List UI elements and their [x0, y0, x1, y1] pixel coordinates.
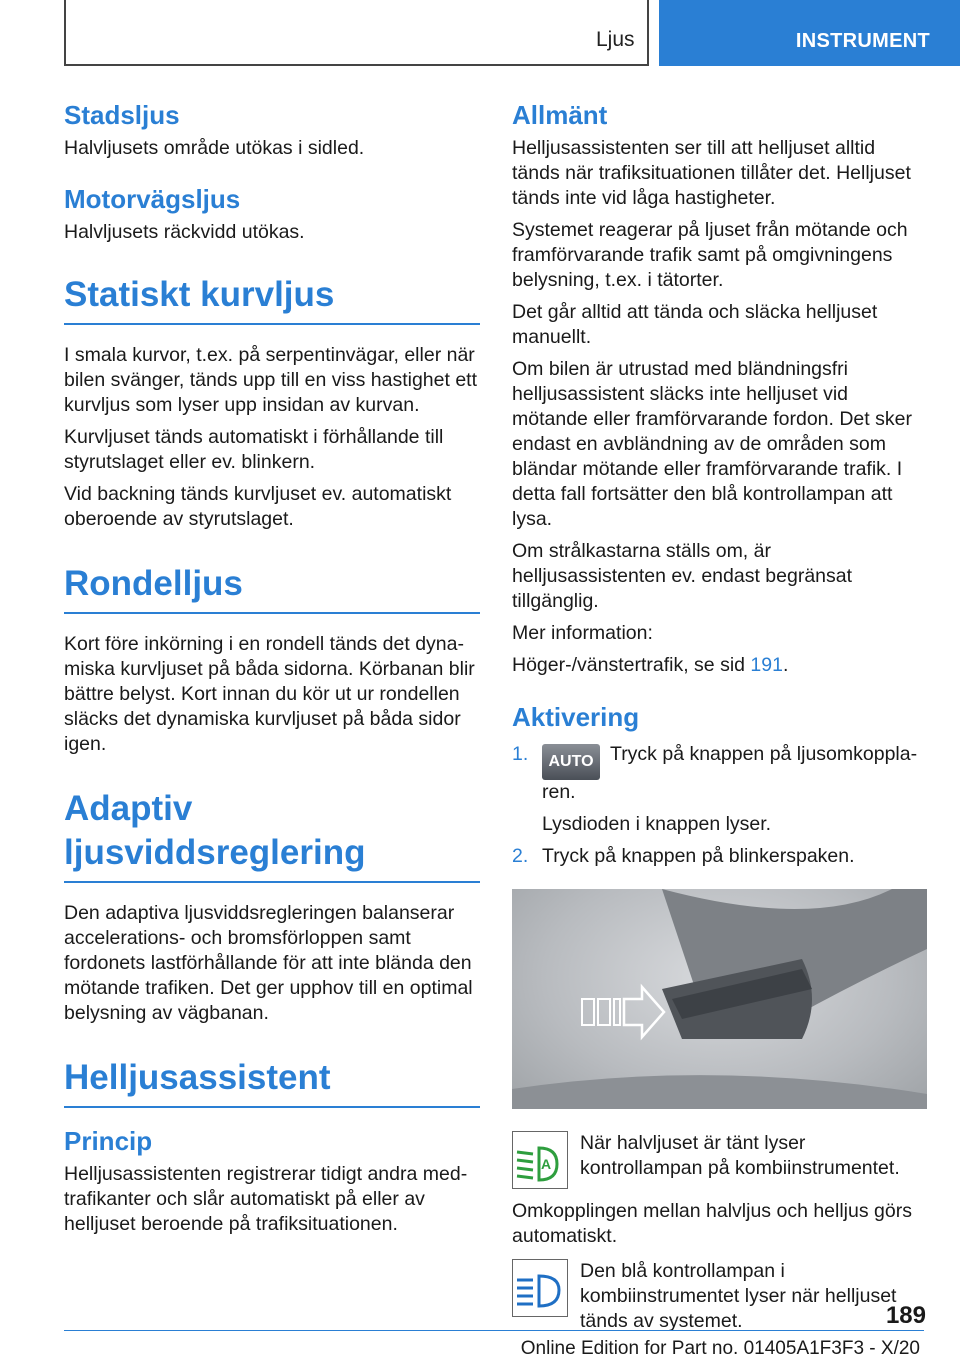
text-motorvagsljus: Halvljusets räckvidd utökas. [64, 221, 305, 243]
text-low-beam-indicator: När halvljuset är tänt lyser kontrollampan på kombiinstrumentet. [580, 1132, 900, 1179]
text-allmant-1: Helljusassistenten ser till att helljuset alltid tänds när trafiksituationen tillåter det. Helljuset tänds inte vid låga hastigheter. [512, 137, 911, 209]
step-2 [512, 844, 924, 869]
lever-illustration [512, 889, 927, 1109]
cross-ref-end: . [782, 654, 789, 676]
step-1-number: 1. [512, 743, 529, 765]
step-2-number: 2. [512, 845, 529, 867]
cross-ref-text: Höger-/vänstertrafik, se sid [512, 654, 751, 676]
text-allmant-4: Om bilen är utrustad med bländningsfri helljusassistent släcks inte helljuset vid mötande eller framförvarande fordon. Det sker endast en avbländning av de områden som bländar mötande eller framförvarande trafik. I detta fall fortsätter den blå kontrollampan att lysa. [512, 358, 912, 530]
step-2-text: Tryck på knappen på blinkerspaken. [542, 845, 855, 867]
heading-motorvagsljus: Motorvägsljus [64, 184, 241, 214]
text-statiskt-1: I smala kurvor, t.ex. på serpentinvägar, eller när bilen svänger, tänds upp till en viss hastighet ett kurvljus som lyser upp insidan av kurvan. [64, 344, 478, 416]
heading-aktivering: Aktivering [512, 702, 640, 732]
text-allmant-5: Om strålkastarna ställs om, är helljusassistenten ev. endast begränsat tillgänglig. [512, 540, 853, 612]
section-title: Ljus [596, 28, 635, 51]
text-adaptiv: Den adaptiva ljusviddsregleringen balanserar accelerations- och bromsförloppen samt fordonets lastförhållande för att inte blända den mötande trafiken. Det ger upphov till en optimal belysning av vägbanan. [64, 902, 473, 1024]
heading-princip: Princip [64, 1126, 153, 1156]
text-stadsljus: Halvljusets område utökas i sidled. [64, 137, 365, 159]
step-1-sub: Lysdioden i knappen lyser. [542, 813, 772, 835]
text-allmant-2: Systemet reagerar på ljuset från mötande och framförvarande trafik samt på omgivningens belysning, t.ex. i tätorter. [512, 219, 908, 291]
indicator-row-high-beam [512, 1259, 924, 1334]
text-rondelljus: Kort före inkörning i en rondell tänds det dynamiska kurvljuset på båda sidorna. Körbanan blir bättre belyst. Kort innan du kör ut ur rondellen släcks det dynamiska kurvljuset på båda sidor igen. [64, 633, 475, 755]
text-allmant-3: Det går alltid att tända och släcka helljuset manuellt. [512, 301, 878, 348]
heading-stadsljus: Stadsljus [64, 100, 180, 130]
heading-helljusassistent: Helljusassistent [64, 1056, 480, 1108]
activation-steps [512, 742, 924, 869]
step-1-text: Tryck på knappen på ljusomkopplaren. [542, 743, 918, 803]
footer-divider [64, 1330, 924, 1331]
right-column [512, 100, 924, 1334]
heading-statiskt-kurvljus: Statiskt kurvljus [64, 273, 480, 325]
heading-allmant: Allmänt [512, 100, 608, 130]
heading-adaptiv: Adaptiv ljusviddsreglering [64, 787, 480, 883]
text-allmant-7 [512, 653, 924, 678]
left-column [64, 100, 480, 1237]
text-statiskt-3: Vid backning tänds kurvljuset ev. automatiskt oberoende av styrutslaget. [64, 483, 452, 530]
text-omkoppling: Omkopplingen mellan halvljus och helljus görs automatiskt. [512, 1200, 912, 1247]
text-high-beam-indicator: Den blå kontrollampan i kombiinstrumentet lyser när helljuset tänds av systemet. [580, 1260, 897, 1332]
footer-edition: Online Edition for Part no. 01405A1F3F3 - X/20 [520, 1338, 920, 1359]
page-number: 189 [885, 1302, 926, 1329]
header-frame [64, 0, 649, 66]
text-allmant-6: Mer information: [512, 622, 653, 644]
page-link-191[interactable]: 191 [750, 654, 783, 676]
low-beam-indicator-icon [512, 1131, 568, 1189]
text-statiskt-2: Kurvljuset tänds automatiskt i förhållande till styrutslaget eller ev. blinkern. [64, 426, 444, 473]
high-beam-indicator-icon [512, 1259, 568, 1317]
auto-button-icon: AUTO [542, 744, 600, 780]
chapter-tab[interactable] [659, 0, 960, 66]
indicator-row-low-beam [512, 1131, 924, 1189]
turn-signal-lever-image [512, 889, 927, 1109]
text-princip: Helljusassistenten registrerar tidigt andra medtrafikanter och slår automatiskt på eller av helljuset beroende på trafiksituationen. [64, 1163, 468, 1235]
heading-rondelljus: Rondelljus [64, 562, 480, 614]
step-1 [512, 742, 924, 837]
chapter-tab-label: INSTRUMENT [795, 30, 930, 52]
svg-text:A: A [541, 1156, 552, 1172]
